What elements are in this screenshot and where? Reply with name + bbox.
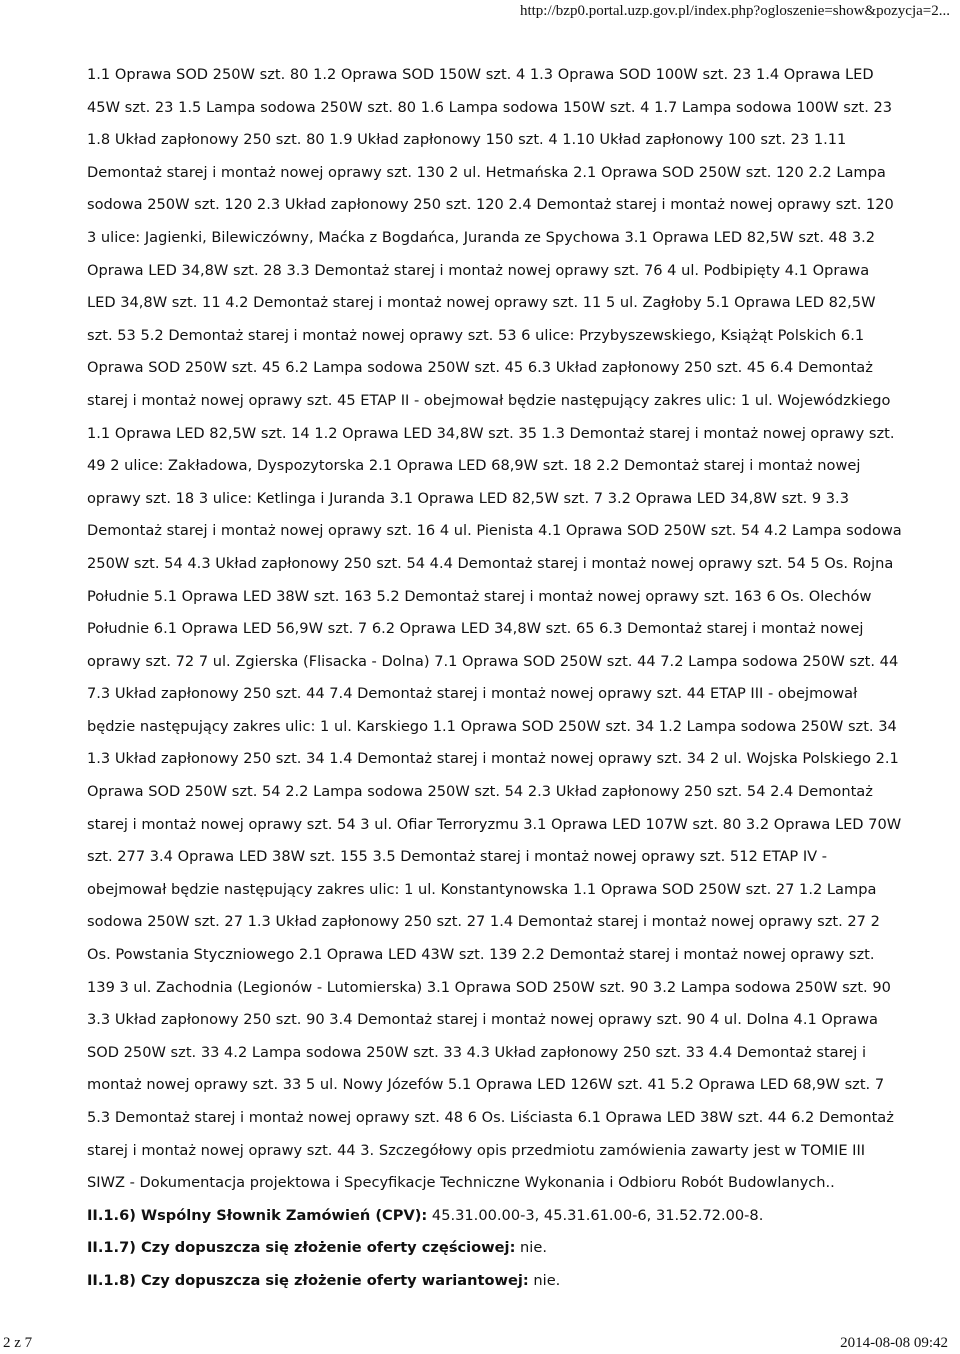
- page-url: http://bzp0.portal.uzp.gov.pl/index.php?ogloszenie=show&pozycja=2...: [519, 3, 950, 19]
- page-number: 2 z 7: [3, 1335, 33, 1351]
- cpv-label: II.1.6) Wspólny Słownik Zamówień (CPV):: [87, 1206, 428, 1224]
- variant-offer-value: nie.: [528, 1271, 561, 1289]
- description-paragraph: 1.1 Oprawa SOD 250W szt. 80 1.2 Oprawa SOD 150W szt. 4 1.3 Oprawa SOD 100W szt. 23 1.4 Oprawa LED 45W szt. 23 1.5 Lampa sodowa 250W szt. 80 1.6 Lampa sodowa 150W szt. 4 1.7 Lampa sodowa 100W szt. 23 1.8 Układ zapłonowy 250 szt. 80 1.9 Układ zapłonowy 150 szt. 4 1.10 Układ zapłonowy 100 szt. 23 1.11 Demontaż starej i montaż nowej oprawy szt. 130 2 ul. Hetmańska 2.1 Oprawa SOD 250W szt. 120 2.2 Lampa sodowa 250W szt. 120 2.3 Układ zapłonowy 250 szt. 120 2.4 Demontaż starej i montaż nowej oprawy szt. 120 3 ulice: Jagienki, Bilewiczówny, Maćka z Bogdańca, Juranda ze Spychowa 3.1 Oprawa LED 82,5W szt. 48 3.2 Oprawa LED 34,8W szt. 28 3.3 Demontaż starej i montaż nowej oprawy szt. 76 4 ul. Podbipięty 4.1 Oprawa LED 34,8W szt. 11 4.2 Demontaż starej i montaż nowej oprawy szt. 11 5 ul. Zagłoby 5.1 Oprawa LED 82,5W szt. 53 5.2 Demontaż starej i montaż nowej oprawy szt. 53 6 ulice: Przybyszewskiego, Książąt Polskich 6.1 Oprawa SOD 250W szt. 45 6.2 Lampa sodowa 250W szt. 45 6.3 Układ zapłonowy 250 szt. 45 6.4 Demontaż starej i montaż nowej oprawy szt. 45 ETAP II - obejmował będzie następujący zakres ulic: 1 ul. Wojewódzkiego 1.1 Oprawa LED 82,5W szt. 14 1.2 Oprawa LED 34,8W szt. 35 1.3 Demontaż starej i montaż nowej oprawy szt. 49 2 ulice: Zakładowa, Dyspozytorska 2.1 Oprawa LED 68,9W szt. 18 2.2 Demontaż starej i montaż nowej oprawy szt. 18 3 ulice: Ketlinga i Juranda 3.1 Oprawa LED 82,5W szt. 7 3.2 Oprawa LED 34,8W szt. 9 3.3 Demontaż starej i montaż nowej oprawy szt. 16 4 ul. Pienista 4.1 Oprawa SOD 250W szt. 54 4.2 Lampa sodowa 250W szt. 54 4.3 Układ zapłonowy 250 szt. 54 4.4 Demontaż starej i montaż nowej oprawy szt. 54 5 Os. Rojna Południe 5.1 Oprawa LED 38W szt. 163 5.2 Demontaż starej i montaż nowej oprawy szt. 163 6 Os. Olechów Południe 6.1 Oprawa LED 56,9W szt. 7 6.2 Oprawa LED 34,8W szt. 65 6.3 Demontaż starej i montaż nowej oprawy szt. 72 7 ul. Zgierska (Flisacka - Dolna) 7.1 Oprawa SOD 250W szt. 44 7.2 Lampa sodowa 250W szt. 44 7.3 Układ zapłonowy 250 szt. 44 7.4 Demontaż starej i montaż nowej oprawy szt. 44 ETAP III - obejmował będzie następujący zakres ulic: 1 ul. Karskiego 1.1 Oprawa SOD 250W szt. 34 1.2 Lampa sodowa 250W szt. 34 1.3 Układ zapłonowy 250 szt. 34 1.4 Demontaż starej i montaż nowej oprawy szt. 34 2 ul. Wojska Polskiego 2.1 Oprawa SOD 250W szt. 54 2.2 Lampa sodowa 250W szt. 54 2.3 Układ zapłonowy 250 szt. 54 2.4 Demontaż starej i montaż nowej oprawy szt. 54 3 ul. Ofiar Terroryzmu 3.1 Oprawa LED 107W szt. 80 3.2 Oprawa LED 70W szt. 277 3.4 Oprawa LED 38W szt. 155 3.5 Demontaż starej i montaż nowej oprawy szt. 512 ETAP IV - obejmował będzie następujący zakres ulic: 1 ul. Konstantynowska 1.1 Oprawa SOD 250W szt. 27 1.2 Lampa sodowa 250W szt. 27 1.3 Układ zapłonowy 250 szt. 27 1.4 Demontaż starej i montaż nowej oprawy szt. 27 2 Os. Powstania Styczniowego 2.1 Oprawa LED 43W szt. 139 2.2 Demontaż starej i montaż nowej oprawy szt. 139 3 ul. Zachodnia (Legionów - Lutomierska) 3.1 Oprawa SOD 250W szt. 90 3.2 Lampa sodowa 250W szt. 90 3.3 Układ zapłonowy 250 szt. 90 3.4 Demontaż starej i montaż nowej oprawy szt. 90 4 ul. Dolna 4.1 Oprawa SOD 250W szt. 33 4.2 Lampa sodowa 250W szt. 33 4.3 Układ zapłonowy 250 szt. 33 4.4 Demontaż starej i montaż nowej oprawy szt. 33 5 ul. Nowy Józefów 5.1 Oprawa LED 126W szt. 41 5.2 Oprawa LED 68,9W szt. 7 5.3 Demontaż starej i montaż nowej oprawy szt. 48 6 Os. Liściasta 6.1 Oprawa LED 38W szt. 44 6.2 Demontaż starej i montaż nowej oprawy szt. 44 3. Szczegółowy opis przedmiotu zamówienia zawarty jest w TOMIE III SIWZ - Dokumentacja projektowa i Specyfikacje Techniczne Wykonania i Odbioru Robót Budowlanych..: [87, 66, 902, 1192]
- cpv-value: 45.31.00.00-3, 45.31.61.00-6, 31.52.72.00-8.: [427, 1206, 764, 1224]
- print-datetime: 2014-08-08 09:42: [840, 1335, 948, 1351]
- partial-offer-field: [87, 1232, 902, 1265]
- variant-offer-label: II.1.8) Czy dopuszcza się złożenie oferty wariantowej:: [87, 1271, 529, 1289]
- cpv-field: [87, 1200, 902, 1233]
- document-content: [87, 59, 902, 1298]
- partial-offer-value: nie.: [515, 1239, 547, 1257]
- variant-offer-field: [87, 1265, 902, 1298]
- partial-offer-label: II.1.7) Czy dopuszcza się złożenie oferty częściowej:: [87, 1239, 516, 1257]
